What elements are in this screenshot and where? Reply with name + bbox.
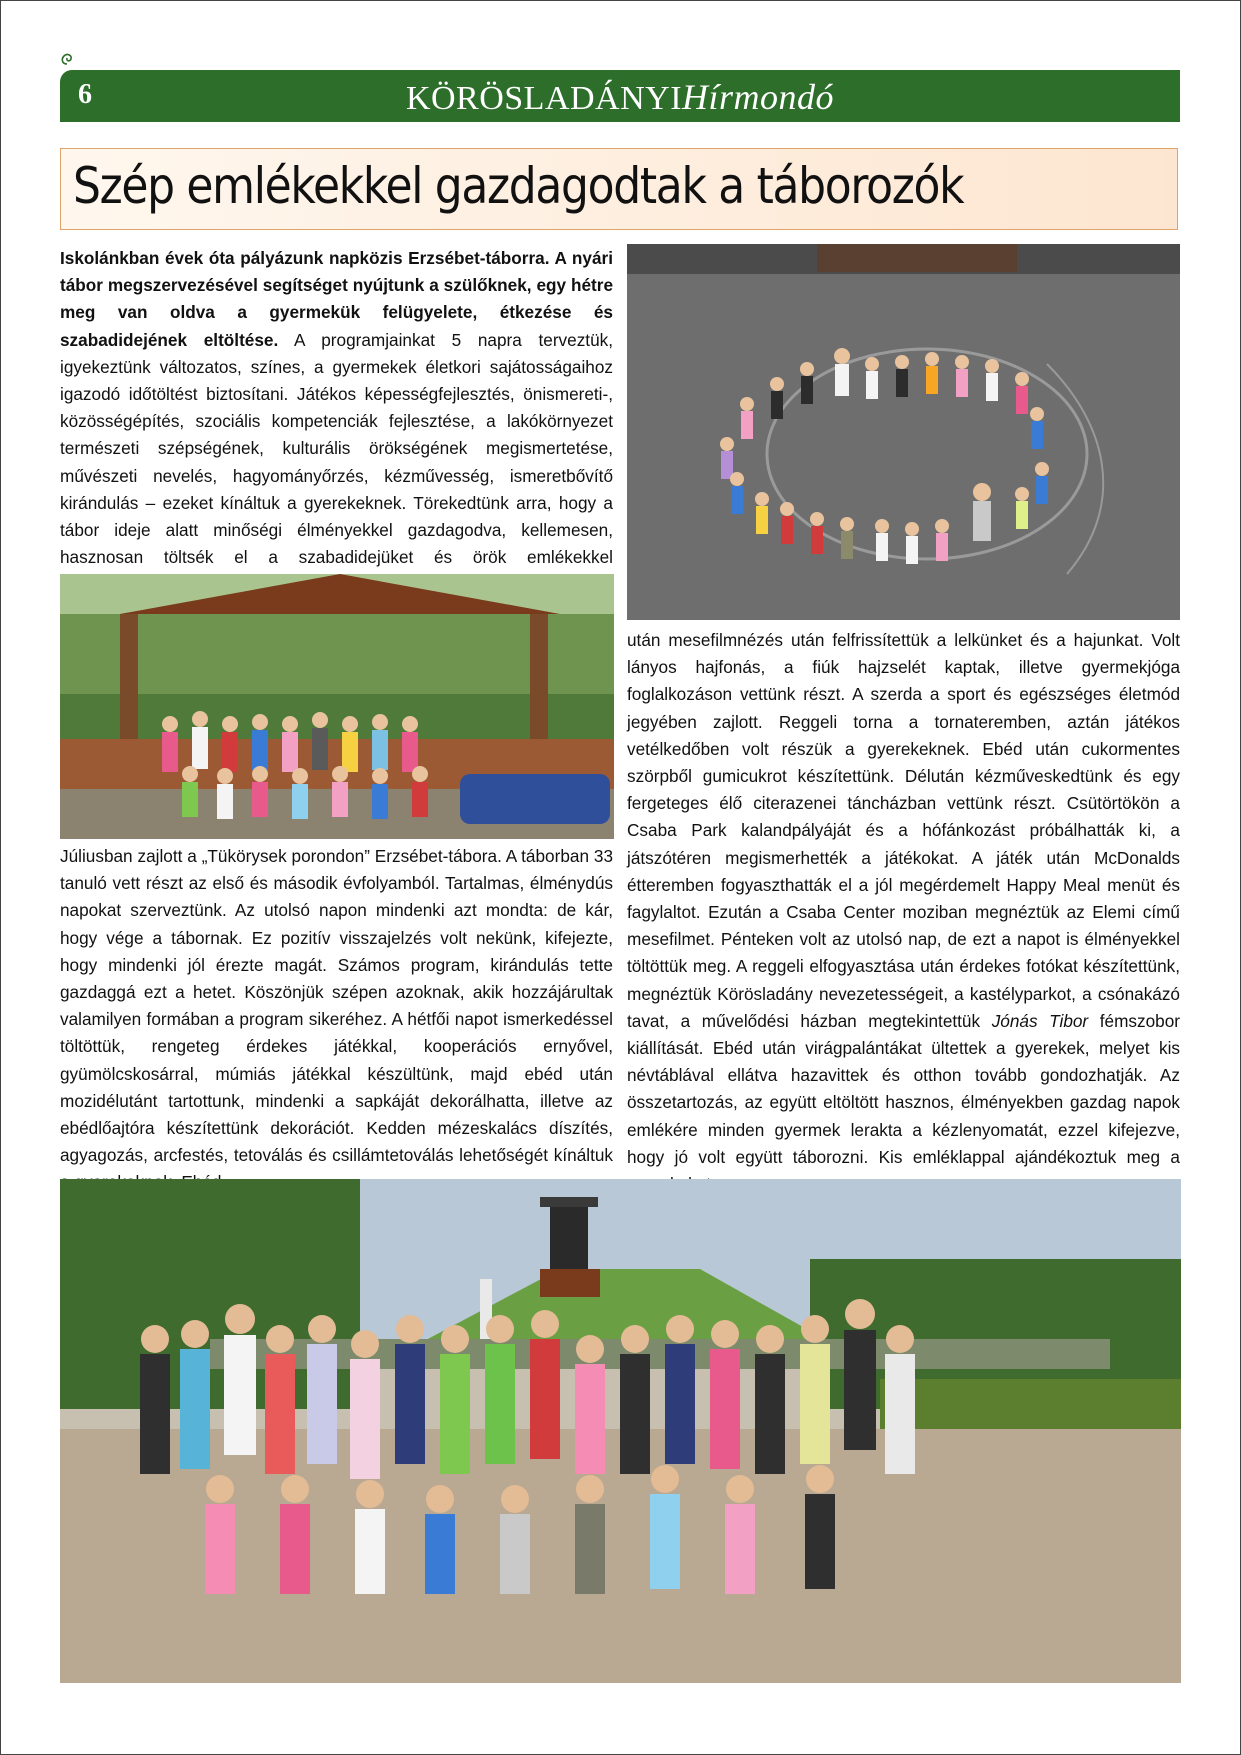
masthead [60, 76, 1180, 118]
photo-playground-group [60, 574, 614, 839]
article-paragraph-1: A programjainkat 5 napra terveztük, igyekeztünk változatos, színes, a gyermekek életkori sajátosságaihoz igazodó időtöltést biztosítani. Játékos képességfejlesztés, önismereti-, közösségépítés, szociális kompetenciák fejlesztése, a lakókörnyezet természeti szépségének, kulturális örökségének megismertetése, művészeti nevelés, hagyományőrzés, kézművesség, ismeretbővítő kirándulás – ezeket kínáltuk a gyerekeknek. Törekedtünk arra, hogy a tábor ideje alatt minőségi élményekkel gazdagodva, kellemesen, hasznosan töltsék el a szabadidejüket és örök emlékekkel [60, 329, 614, 568]
page-header [60, 70, 1180, 122]
article-paragraph-2: Júliusban zajlott a „Tükörysek porondon” Erzsébet-tábora. A táborban 33 tanuló vett részt az első és második évfolyamból. Tartalmas, élménydús napokat szerveztünk. Az utolsó napon mindenki azt mondta: de kár, hogy vége a tábornak. Ez pozitív visszajelzés volt nekünk, kifejezte, hogy mindenki jól érezte magát. Számos program, kirándulás tette gazdaggá ezt a hetet. Köszönjük szépen azoknak, akik hozzájárultak valamilyen formában a program sikeréhez. A hétfői napot ismerkedéssel töltöttük, rengeteg érdekes játékkal, kooperációs ernyővel, gyümölcskosárral, múmiás játékkal készültünk, majd ebéd után mozidélutánt tartottunk, mindenki a sapkáját dekorálhatta, illetve az ebédlőajtóra készítettünk dekorációt. Kedden mézeskalács díszítés, agyagozás, arcfestés, tetoválás és csillámtetoválás lehetőségét kínáltuk [60, 846, 613, 1166]
page-number: 6 [78, 79, 92, 110]
photo-circle-of-children [627, 244, 1180, 620]
masthead-title: KÖRÖSLADÁNYI [405, 80, 683, 117]
left-column-bottom [60, 843, 613, 1170]
left-column-top [60, 245, 613, 575]
article-title: Szép emlékekkel gazdagodtak a táborozók [73, 157, 964, 215]
right-column-text [627, 627, 1180, 1172]
article-paragraph-3b: fémszobor kiállítását. Ebéd után virágpalántákat ültettek a gyerekek, melyet kis névtáblával ellátva hazavittek és otthon tovább gondozhatják. Az összetartozás, az együtt eltöltött hasznos, élményekben gazdag napok emlékére minden gyermek lerakta a kézlenyomatát, ezzel kifejezve, hogy jó volt együtt táborozni. Kis emléklappal ajándékoztuk meg a [627, 1010, 1180, 1167]
article-title-box [60, 148, 1178, 230]
masthead-script: Hírmondó [682, 77, 835, 117]
article-lead: Iskolánkban évek óta pályázunk napközis Erzsébet-táborra. A nyári tábor megszervezésével segítséget nyújtunk a szülőknek, egy hétre meg van oldva a gyermekük felügyelete, étkezése és szabadidejének eltöltése. [60, 248, 613, 350]
photo-park-group [60, 1179, 1181, 1683]
swirl-ornament-icon [60, 52, 74, 66]
article-paragraph-3a: után mesefilmnézés után felfrissítettük a lelkünket és a hajunkat. Volt lányos hajfonás, a fiúk hajzselét kaptak, illetve gyermekjóga foglalkozáson vettünk részt. A szerda a sport és egészséges életmód jegyében zajlott. Reggeli torna a tornateremben, aztán játékos vetélkedőben volt részük a gyerekeknek. Ebéd után cukormentes szörpből gumicukrot készítettünk. Délután kézműveskedtünk és egy fergeteges élő citerazenei táncházban vettünk részt. Csütörtökön a Csaba Park kalandpályáját és a hófánkozást próbálhatták ki, a játszótéren megismerhették a játékokat. A játék után McDonalds étteremben fogyaszthatták el a jól megérdemelt Happy Meal menüt és fagylaltot. Ezután a Csaba Center moziban megnéztük az Elemi című mesefilmet. Pénteken volt az utolsó nap, de ezt a napot is élményekkel töltöttük meg. A reggeli elfogyasztása után érdekes fotókat készítettünk, megnéztük Körösladány nevezetességeit, a kastélyparkot, a csónakázó tavat, a művelődési házban megtekintettük [627, 630, 1180, 1031]
artist-name: Jónás Tibor [991, 1010, 1089, 1031]
